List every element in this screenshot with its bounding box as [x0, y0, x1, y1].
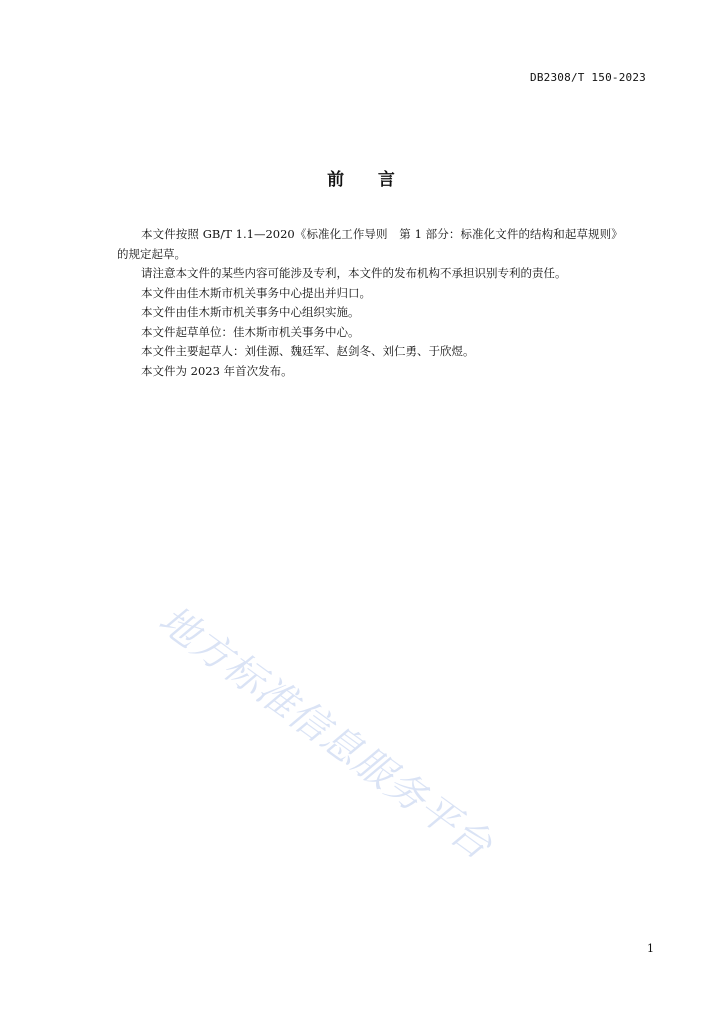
paragraph-first-release: 本文件为 2023 年首次发布。: [141, 363, 293, 378]
page-title: 前 言: [327, 170, 397, 190]
page-number: 1: [647, 942, 654, 955]
paragraph-drafting-unit: 本文件起草单位：佳木斯市机关事务中心。: [141, 324, 360, 339]
document-code: DB2308/T 150-2023: [530, 71, 646, 84]
paragraph-proposer: 本文件由佳木斯市机关事务中心提出并归口。: [141, 285, 371, 300]
watermark: 地方标准信息服务平台: [150, 597, 501, 869]
paragraph-patent-notice: 请注意本文件的某些内容可能涉及专利，本文件的发布机构不承担识别专利的责任。: [141, 266, 567, 280]
paragraph-drafting-rules: 本文件按照 GB/T 1.1—2020《标准化工作导则 第 1 部分：标准化文件的结构和起草规则》的规定起草。: [117, 227, 617, 261]
paragraph-drafters: 本文件主要起草人：刘佳源、魏廷军、赵剑冬、刘仁勇、于欣煜。: [141, 344, 475, 358]
paragraph-implementer: 本文件由佳木斯市机关事务中心组织实施。: [141, 305, 360, 319]
foreword-body: [117, 225, 617, 381]
